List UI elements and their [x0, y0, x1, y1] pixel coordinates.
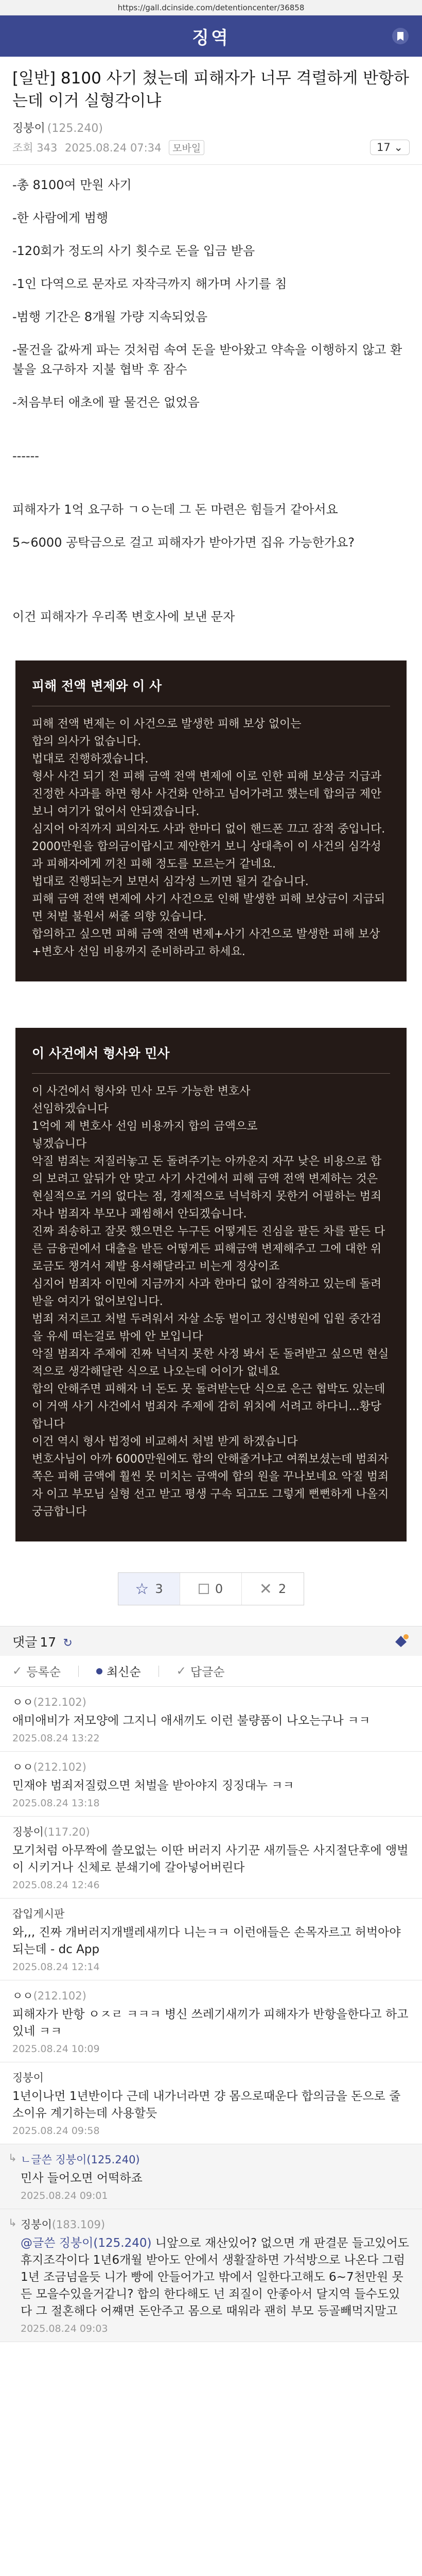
comment-date: 2025.08.24 13:18 [12, 1798, 100, 1809]
star-icon: ☆ [135, 1580, 149, 1598]
comment-sort [0, 1656, 422, 1687]
fixed-upvote-button[interactable] [180, 1573, 242, 1605]
downvote-button[interactable] [242, 1573, 304, 1605]
comment-date: 2025.08.24 09:58 [12, 2125, 100, 2137]
body-line: -한 사람에게 범행 [12, 211, 109, 225]
message-screenshot-1 [15, 660, 407, 981]
url-bar[interactable]: https://gall.dcinside.com/detentioncenter/36858 [0, 0, 422, 15]
post-meta [12, 140, 410, 159]
author-name: 잡입게시판 [12, 1908, 65, 1920]
author-name: 징붕이 [12, 1826, 44, 1838]
author-ip: (117.20) [43, 1826, 90, 1838]
comment-author[interactable] [21, 2216, 410, 2232]
comment-text: 모기처럼 아무짝에 쓸모없는 이딴 버러지 사기꾼 새끼들은 사지절단후에 앵벌이 시키거나 신체로 분쇄기에 갈아넣어버린다 [12, 1844, 409, 1874]
body-line: ------ [12, 449, 39, 463]
comment-author[interactable] [12, 1694, 410, 1709]
comment-date: 2025.08.24 12:46 [12, 1879, 100, 1891]
sort-newest[interactable] [96, 1663, 141, 1680]
message-body: 이 사건에서 형사와 민사 모두 가능한 변호사 선임하겠습니다 1억에 제 변호사 선임 비용까지 합의 금액으로 넣겠습니다 악질 범죄는 저질러놓고 돈 돌려주기는 아까운지 자꾸 낮은 비용으로 합의 보려고 앞뒤가 안 맞고 사기 사건에서 피해 금액 전액 변제하는 것은 현실적으로 거의 없다는 점, 경제적으로 넉넉하지 못한거 어필하는 범죄자나 범죄자 부모나 괘씸해서 안되겠습니다. 진짜 죄송하고 잘못 했으면은 누구든 어떻게든 진심을 팔든 차를 팔든 다른 금융권에서 대출을 받든 어떻게든 피해금액 변제해주고 그에 대한 위로금도 챙겨서 제발 용서해달라고 비는게 정상이죠 심지어 범죄자 이민에 지금까지 사과 한마디 없이 잠적하고 있는데 돌려받을 여지가 없어보입니다. 범죄 저지르고 처벌 두려워서 자살 소동 벌이고 정신병원에 입원 중간검을 유세 떠는걸로 밖에 안 보입니다 악질 범죄자 주제에 진짜 넉넉지 못한 사정 봐서 돈 돌려받고 싶으면 현실적으로 생각해달란 식으로 나오는데 어이가 없네요 합의 안해주면 피해자 너 돈도 못 돌려받는단 식으로 은근 협박도 있는데 이 거액 사기 사건에서 범죄자 주제에 감히 위치에 서려고 하다니...황당합니다 이건 역시 형사 법정에 비교해서 처벌 받게 하겠습니다 변호사님이 아까 6000만원에도 합의 안해줄거냐고 여쭤보셨는데 범죄자 쪽은 피해 금액에 훨씬 못 미치는 금액에 합의 원을 꾸나보네요 악질 범죄자 이고 부모님 실형 선고 받고 평생 구속 되고도 그렇게 뻔뻔하게 나올지 궁금합니다 [32, 1085, 389, 1518]
fixed-upvote-count: 0 [215, 1582, 223, 1596]
reply-text [21, 2235, 410, 2320]
vote-box [118, 1572, 304, 1605]
comment-item [0, 1817, 422, 1899]
body-line: -120회가 정도의 사기 횟수로 돈을 입금 받음 [12, 244, 255, 258]
post-author-ip: (125.240) [47, 122, 103, 135]
x-icon: ✕ [259, 1580, 272, 1598]
comment-item [0, 1899, 422, 1980]
comment-bar [0, 1626, 422, 1656]
comment-item [0, 1687, 422, 1752]
fixed-upvote-icon [199, 1584, 209, 1594]
comment-count-button[interactable] [370, 140, 410, 155]
sort-label: 최신순 [106, 1666, 141, 1679]
checkmark-icon: ✓ [176, 1664, 186, 1678]
comment-date: 2025.08.24 10:09 [12, 2043, 100, 2055]
body-line: 피해자가 1억 요구하 ㄱㅇ는데 그 돈 마련은 힘들거 같아서요 [12, 502, 338, 517]
comment-count: 17 [376, 141, 391, 154]
author-name: 징붕이 [21, 2218, 52, 2231]
post-body [0, 165, 422, 650]
reply-date: 2025.08.24 09:01 [21, 2190, 108, 2201]
body-line: -물건을 값싸게 파는 것처럼 속여 돈을 받아왔고 약속을 이행하지 않고 환불을 요구하자 지불 협박 후 잠수 [12, 343, 402, 377]
comment-author[interactable] [12, 1759, 410, 1774]
upvote-button[interactable] [118, 1573, 180, 1605]
comment-item [0, 1980, 422, 2062]
comment-author[interactable] [12, 1906, 410, 1921]
upvote-count: 3 [155, 1582, 163, 1596]
reply-item [0, 2209, 422, 2342]
comments-label: 댓글 [12, 1634, 38, 1650]
chevron-down-icon: ⌄ [394, 141, 403, 154]
message-screenshot-2 [15, 1028, 407, 1541]
divider [78, 1666, 79, 1677]
comment-author[interactable] [12, 1824, 410, 1839]
checkmark-icon: ✓ [12, 1664, 23, 1678]
message-title: 이 사건에서 형사와 민사 [32, 1046, 170, 1061]
comment-item [0, 2062, 422, 2144]
body-line: 5~6000 공탁금으로 걸고 피해자가 받아가면 집유 가능한가요? [12, 535, 355, 550]
dccon-icon[interactable] [392, 1633, 410, 1650]
comment-item [0, 1752, 422, 1817]
reply-item [0, 2144, 422, 2209]
radio-dot-icon [96, 1668, 102, 1674]
vote-row [0, 1572, 422, 1605]
reply-mention[interactable]: @글쓴 징붕이(125.240) [21, 2236, 152, 2250]
comment-author[interactable] [12, 1988, 410, 2003]
reply-arrow-icon: ↳ [8, 2151, 17, 2164]
body-line: -1인 다역으로 문자로 자작극까지 해가며 사기를 침 [12, 277, 287, 291]
post-title: [일반] 8100 사기 쳤는데 피해자가 너무 격렬하게 반항하는데 이거 실형각이냐 [12, 69, 409, 110]
author-ip: (212.102) [33, 1990, 86, 2002]
author-ip: (212.102) [33, 1761, 86, 1773]
gallery-title[interactable]: 징역 [192, 27, 230, 48]
message-title: 피해 전액 변제와 이 사 [32, 679, 162, 693]
author-ip: (183.109) [51, 2218, 106, 2231]
reply-arrow-icon: ↳ [8, 2216, 17, 2229]
comment-text: 민재야 범죄저질렀으면 처벌을 받아야지 징징대누 ㅋㅋ [12, 1779, 294, 1792]
comment-text: 와,,, 진짜 개버러지개밸레새끼다 니는ㅋㅋ 이런애들은 손목자르고 허벅아야되는데 - dc App [12, 1926, 401, 1956]
comment-text: 피해자가 반항 ㅇㅈㄹ ㅋㅋㅋ 병신 쓰레기새끼가 피해자가 반항을한다고 하고있네 ㅋㅋ [12, 2008, 409, 2038]
divider [32, 1073, 390, 1074]
downvote-count: 2 [278, 1582, 287, 1596]
sort-label: 답글순 [190, 1666, 225, 1679]
bookmark-icon[interactable] [391, 27, 410, 45]
body-line: -총 8100여 만원 사기 [12, 178, 132, 192]
reply-body: 니앞으로 재산있어? 없으면 개 판결문 들고있어도 휴지조각이다 1년6개월 받아도 안에서 생활잘하면 가석방으로 나온다 그럼 1년 조금넘을듯 니가 빵에 안들어가고 밖에서 일한다고해도 6~7천만원 못든 모을수있을거같니? 합의 한다해도 넌 죄질이 안좋아서 달지역 들수도있다 그 절혼해다 어쨰면 돈안주고 몸으로 때워라 괜히 부모 등골빼먹지말고 [21, 2236, 409, 2318]
reply-mention[interactable]: ㄴ글쓴 징붕이(125.240) [21, 2154, 140, 2166]
mobile-badge: 모바일 [169, 140, 204, 155]
post-date: 2025.08.24 07:34 [65, 142, 162, 154]
reply-text: 민사 들어오면 어떡하죠 [21, 2172, 143, 2185]
message-body: 피해 전액 변제는 이 사건으로 발생한 피해 보상 없이는 합의 의사가 없습니다. 법대로 진행하겠습니다. 형사 사건 되기 전 피해 금액 전액 변제에 이로 인한 피해 보상금 지급과 진정한 사과를 하면 형사 사건화 안하고 넘어가려고 했는데 합의금 제안 보니 여기가 없어서 안되겠습니다. 심지어 아직까지 피의자도 사과 한마디 없이 핸드폰 끄고 잠적 중입니다. 2000만원을 합의금이랍시고 제안한거 보니 상대측이 이 사건의 심각성과 피해자에게 끼친 피해 정도를 모르는거 같네요. 법대로 진행되는거 보면서 심각성 느끼면 될거 같습니다. 피해 금액 전액 변제에 사기 사건으로 인해 발생한 피해 보상금이 지급되면 처벌 불원서 써줄 의향 있습니다. 합의하고 싶으면 피해 금액 전액 변제+사기 사건으로 발생한 피해 보상+변호사 선임 비용까지 준비하라고 하세요. [32, 718, 385, 958]
sort-reply[interactable] [177, 1663, 225, 1680]
post-author-name: 징붕이 [12, 122, 45, 135]
comment-author[interactable] [12, 2070, 410, 2085]
gallery-header [0, 15, 422, 57]
comment-text: 애미애비가 저모양에 그지니 애새끼도 이런 불량품이 나오는구나 ㅋㅋ [12, 1714, 371, 1727]
comments-count: 17 [40, 1634, 57, 1650]
body-line: -처음부터 애초에 팔 물건은 없었음 [12, 395, 200, 410]
comment-date: 2025.08.24 13:22 [12, 1733, 100, 1744]
author-ip: (212.102) [33, 1696, 86, 1708]
post-header [0, 57, 422, 165]
body-line: 이건 피해자가 우리쪽 변호사에 보낸 문자 [12, 609, 235, 624]
author-name: ㅇㅇ [12, 1696, 33, 1708]
author-name: ㅇㅇ [12, 1990, 33, 2002]
body-line: -범행 기간은 8개월 가량 지속되었음 [12, 310, 208, 324]
post-author[interactable] [12, 120, 410, 135]
author-name: ㅇㅇ [12, 1761, 33, 1773]
refresh-icon[interactable]: ↻ [63, 1636, 73, 1650]
sort-registration[interactable] [12, 1663, 61, 1680]
author-name: 징붕이 [12, 2072, 44, 2084]
sort-label: 등록순 [26, 1666, 61, 1679]
comment-date: 2025.08.24 12:14 [12, 1961, 100, 1973]
reply-date: 2025.08.24 09:03 [21, 2323, 108, 2334]
post-views: 조회 343 [12, 142, 58, 154]
comment-text: 1년이나먼 1년반이다 근데 내가너라면 걍 몸으로때운다 합의금을 돈으로 줄소이유 계기하는데 사용할듯 [12, 2090, 401, 2120]
